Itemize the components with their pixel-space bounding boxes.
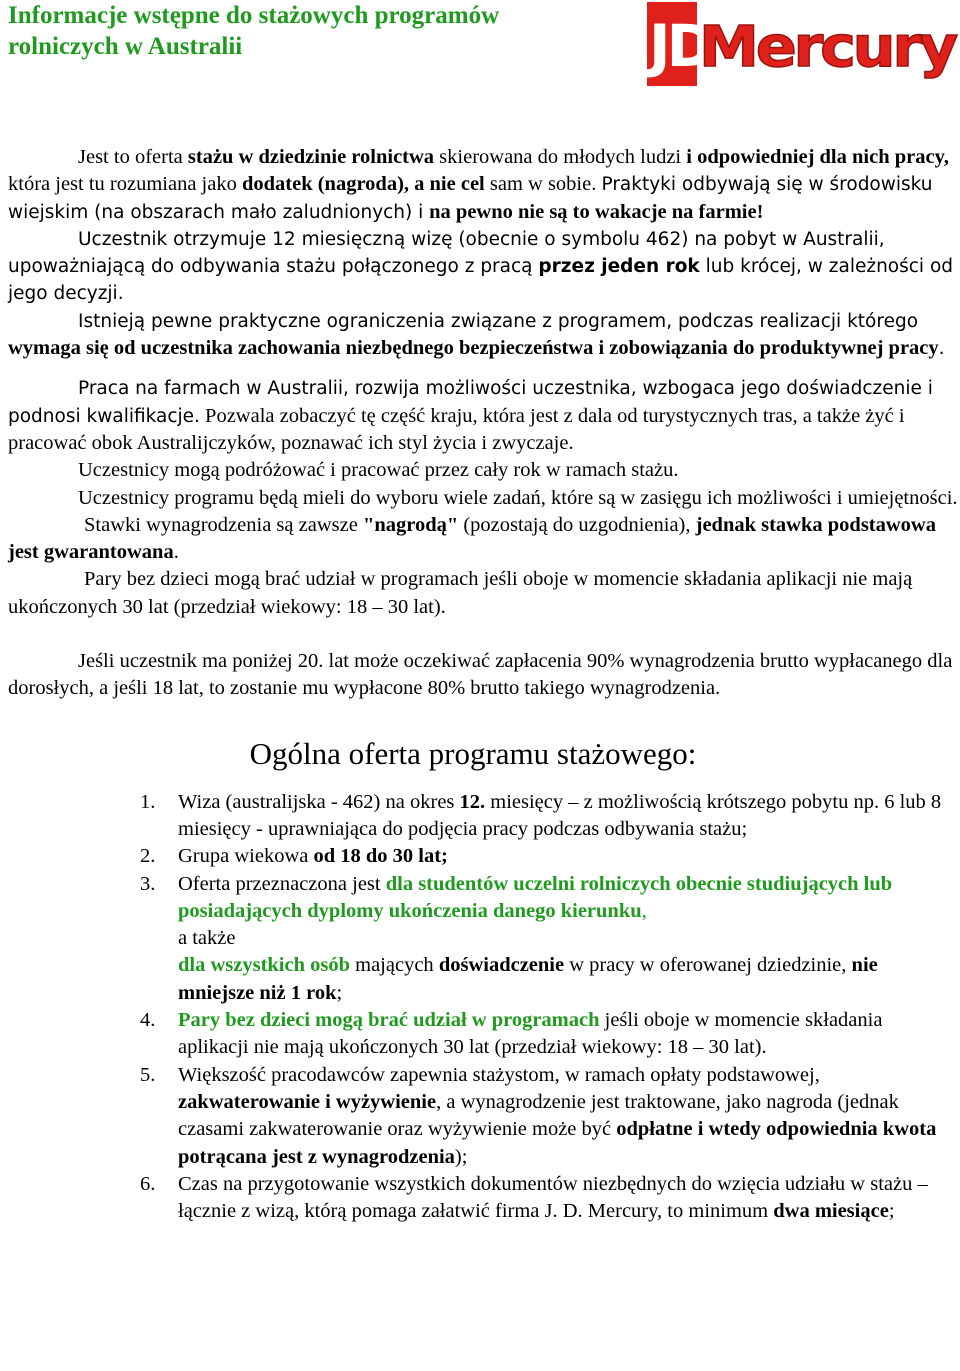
paragraph-farm-work: Praca na farmach w Australii, rozwija możliwości uczestnika, wzbogaca jego doświadczenie i podnosi kwalifikacje. Pozwala zobaczyć tę część kraju, która jest z dala od turystycznych tras, a także żyć i pracować obok Australijczyków, poznawać ich styl życia i zwyczaje. [8, 378, 933, 454]
list-item: 5. Większość pracodawców zapewnia stażystom, w ramach opłaty podstawowej, zakwaterowanie i wyżywienie, a wynagrodzenie jest traktowane, jako nagroda (jednak czasami zakwaterowanie oraz wyżywienie może być odpłatne i wtedy odpowiednia kwota potrącana jest z wynagrodzenia); [140, 1063, 937, 1168]
paragraph-travel: Uczestnicy mogą podróżować i pracować przez cały rok w ramach stażu. [78, 459, 679, 482]
paragraph-age-pay: Jeśli uczestnik ma poniżej 20. lat może oczekiwać zapłacenia 90% wynagrodzenia brutto wypłacanego dla dorosłych, a jeśli 18 lat, to zostanie mu wypłacone 80% brutto takiego wynagrodzenia. [8, 650, 953, 700]
list-number: 1. [140, 790, 156, 813]
list-number: 6. [140, 1172, 156, 1195]
paragraph-intro: Jest to oferta stażu w dziedzinie rolnictwa skierowana do młodych ludzi i odpowiedniej dla nich pracy, która jest tu rozumiana jako dodatek (nagroda), a nie cel sam w sobie. Praktyki odbywają się w środowisku wiejskim (na obszarach mało zaludnionych) i na pewno nie są to wakacje na farmie! [8, 146, 949, 223]
list-number: 4. [140, 1009, 156, 1032]
list-item: 2. Grupa wiekowa od 18 do 30 lat; [8, 843, 958, 870]
paragraph-visa: Uczestnik otrzymuje 12 miesięczną wizę (obecnie o symbolu 462) na pobyt w Australii, upoważniającą do odbywania stażu połączonego z pracą przez jeden rok lub krócej, w zależności od jego decyzji. [8, 228, 954, 305]
list-number: 3. [140, 872, 156, 895]
list-item: 6. Czas na przygotowanie wszystkich dokumentów niezbędnych do wzięcia udziału w stażu – łącznie z wizą, którą pomaga załatwić firma J. D. Mercury, to minimum dwa miesiące; [140, 1172, 928, 1223]
list-item: 1. Wiza (australijska - 462) na okres 12. miesięcy – z możliwością krótszego pobytu np. 6 lub 8 miesięcy - uprawniająca do podjęcia pracy podczas odbywania stażu; [140, 790, 942, 840]
jdmercury-logo [645, 0, 960, 88]
paragraph-pay: Stawki wynagrodzenia są zawsze "nagrodą" (pozostają do uzgodnienia), jednak stawka podstawowa jest gwarantowana. [8, 513, 936, 564]
list-item: 4. Pary bez dzieci mogą brać udział w programach jeśli oboje w momencie składania aplikacji nie mają ukończonych 30 lat (przedział wiekowy: 18 – 30 lat). [140, 1009, 883, 1059]
svg-text:JD: JD [649, 12, 711, 80]
list-number: 5. [140, 1063, 156, 1086]
paragraph-couples: Pary bez dzieci mogą brać udział w programach jeśli oboje w momencie składania aplikacji nie mają ukończonych 30 lat (przedział wiekowy: 18 – 30 lat). [8, 568, 913, 618]
paragraph-limitations: Istnieją pewne praktyczne ograniczenia związane z programem, podczas realizacji którego wymaga się od uczestnika zachowania niezbędnego bezpieczeństwa i zobowiązania do produktywnej pracy. [8, 310, 945, 360]
svg-text:Mercury: Mercury [699, 15, 958, 80]
document-body [8, 144, 958, 1225]
paragraph-tasks: Uczestnicy programu będą mieli do wyboru wiele zadań, które są w zasięgu ich możliwości i umiejętności. [78, 486, 958, 509]
page-title: Informacje wstępne do stażowych programów rolniczych w Australii [8, 2, 500, 60]
section-heading: Ogólna oferta programu stażowego: [249, 735, 697, 771]
list-number: 2. [140, 845, 156, 868]
list-item: 3. Oferta przeznaczona jest dla studentów uczelni rolniczych obecnie studiujących lub posiadających dyplomy ukończenia danego kierunku, a także dla wszystkich osób mających doświadczenie w pracy w oferowanej dziedzinie, nie mniejsze niż 1 rok; [140, 872, 893, 1004]
offer-list [8, 789, 958, 1226]
